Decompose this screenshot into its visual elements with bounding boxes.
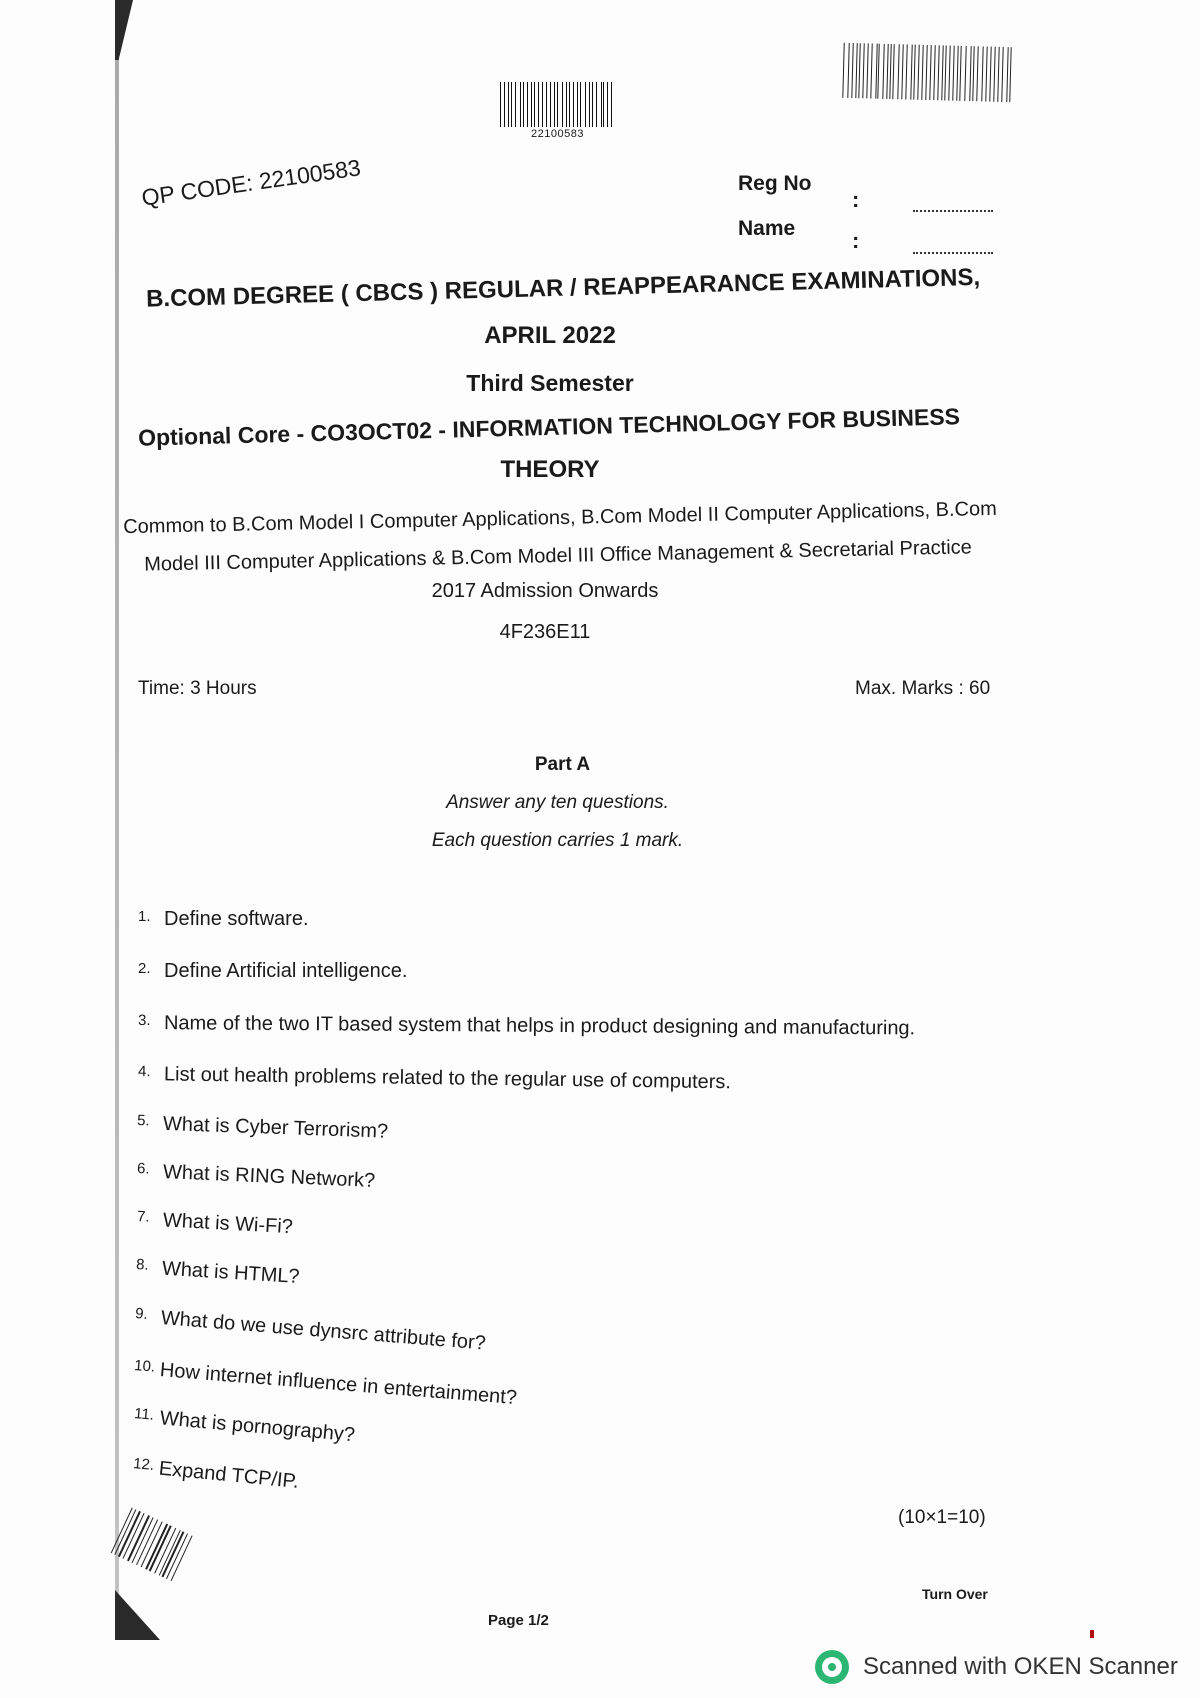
barcode-bar [550, 82, 551, 127]
oken-logo-icon [815, 1650, 849, 1684]
question-text: Name of the two IT based system that helps in product designing and manufacturing. [163, 1012, 916, 1040]
semester: Third Semester [466, 370, 634, 396]
barcode-bar [523, 82, 524, 127]
barcode-bar [613, 82, 614, 127]
question-text: What is HTML? [161, 1257, 301, 1288]
barcode-bar [901, 44, 903, 99]
barcode-bar [611, 82, 612, 127]
barcode-bar [609, 82, 610, 127]
barcode-bar [948, 46, 950, 101]
barcode-top-right [842, 43, 1013, 102]
barcode-bar [542, 82, 543, 127]
paper-code: 4F236E11 [499, 621, 591, 643]
question-text: Define software. [164, 908, 309, 930]
barcode-bar [937, 45, 939, 100]
common-to-line2: Model III Computer Applications & B.Com Model III Office Management & Secretarial Practice [143, 536, 973, 576]
barcode-bar [978, 46, 980, 101]
question-text: List out health problems related to the regular use of computers. [163, 1063, 732, 1094]
question-number: 7. [136, 1208, 151, 1226]
barcode-bar [583, 82, 584, 127]
question-number: 11. [133, 1405, 155, 1424]
course-title-line1: Optional Core - CO3OCT02 - INFORMATION TECHNOLOGY FOR BUSINESS [137, 403, 961, 451]
question-number: 4. [137, 1063, 151, 1081]
name-label: Name [738, 217, 796, 240]
question-number: 9. [134, 1305, 149, 1323]
barcode-bar [842, 43, 844, 98]
barcode-bar [527, 82, 528, 127]
barcode-bars [500, 82, 615, 127]
barcode-bar [598, 82, 599, 127]
question-number: 10. [133, 1357, 156, 1376]
barcode-bar [884, 44, 886, 99]
barcode-bar [878, 44, 880, 99]
barcode-number: 22100583 [531, 128, 584, 140]
barcode-bar [873, 44, 875, 99]
barcode-bar [586, 82, 587, 127]
max-marks: Max. Marks : 60 [855, 678, 991, 699]
barcode-bar [953, 46, 955, 101]
barcode-bar [500, 82, 501, 127]
turn-over: Turn Over [922, 1586, 988, 1602]
barcode-bar [503, 82, 504, 127]
barcode-bar [521, 82, 522, 127]
barcode-bar [596, 82, 597, 127]
barcode-bar [517, 82, 518, 127]
name-colon: : [852, 228, 860, 253]
barcode-bar [577, 82, 578, 127]
barcode-bar [595, 82, 596, 127]
barcode-bar [894, 44, 896, 99]
barcode-bar [557, 82, 558, 127]
barcode-bar [544, 82, 545, 127]
scanner-watermark [815, 1650, 1178, 1684]
qp-code: QP CODE: 22100583 [140, 154, 363, 211]
barcode-bar [931, 45, 933, 100]
barcode-bar [942, 45, 944, 100]
barcode-bar [985, 47, 987, 102]
exam-title-line2: APRIL 2022 [484, 322, 616, 349]
barcode-bar [510, 82, 511, 127]
barcode-bar [1009, 47, 1011, 102]
barcode-bar [959, 46, 961, 101]
barcode-bar [889, 44, 891, 99]
page-edge-shadow [115, 0, 119, 1640]
instruction-answer: Answer any ten questions. [446, 792, 669, 813]
barcode-bar [548, 82, 549, 127]
barcode-bar [907, 44, 909, 99]
question-number: 12. [132, 1455, 155, 1474]
question-text: What is Cyber Terrorism? [162, 1112, 389, 1143]
barcode-bar [997, 47, 999, 102]
barcode-bar [1004, 47, 1006, 102]
barcode-bar [537, 82, 538, 127]
barcode-bar [534, 82, 535, 127]
page-number: Page 1/2 [488, 1612, 549, 1629]
question-number: 1. [138, 908, 151, 925]
barcode-bar [563, 82, 564, 127]
barcode-bar [866, 43, 868, 98]
question-number: 6. [136, 1160, 150, 1178]
question-number: 2. [138, 960, 151, 977]
barcode-bar [508, 82, 509, 127]
name-field [913, 252, 993, 254]
barcode-center [500, 82, 615, 140]
question-number: 3. [137, 1012, 151, 1030]
barcode-bar [991, 47, 993, 102]
question-2 [138, 960, 407, 983]
barcode-bar [603, 82, 604, 127]
marks-scheme: (10×1=10) [898, 1507, 986, 1528]
barcode-bar [860, 43, 862, 98]
course-title-line2: THEORY [500, 456, 600, 483]
scanner-watermark-text: Scanned with OKEN Scanner [863, 1653, 1178, 1680]
barcode-bar [569, 82, 570, 127]
barcode-bar [592, 82, 593, 127]
admission: 2017 Admission Onwards [431, 580, 659, 602]
barcode-bar [972, 46, 974, 101]
time-allowed: Time: 3 Hours [138, 678, 257, 699]
question-text: How internet influence in entertainment? [159, 1359, 518, 1410]
reg-no-field [913, 210, 993, 212]
question-text: Define Artificial intelligence. [164, 960, 408, 982]
barcode-bar [849, 43, 851, 98]
barcode-bar [913, 45, 915, 100]
barcode-bar [514, 82, 515, 127]
common-to-line1: Common to B.Com Model I Computer Applications, B.Com Model II Computer Applications, B.Com [122, 497, 997, 539]
question-text: What is Wi-Fi? [162, 1209, 294, 1239]
question-number: 5. [136, 1112, 150, 1130]
reg-no-label: Reg No [738, 172, 812, 195]
reg-no-colon: : [852, 187, 860, 212]
question-text: What is RING Network? [162, 1161, 376, 1192]
question-text: What is pornography? [158, 1407, 356, 1447]
question-text: What do we use dynsrc attribute for? [160, 1307, 487, 1355]
barcode-bar [531, 82, 532, 127]
barcode-bar [515, 82, 516, 127]
part-title: Part A [534, 754, 591, 775]
barcode-bar [855, 43, 857, 98]
barcode-bar [579, 82, 580, 127]
barcode-bar [589, 82, 590, 127]
exam-title-line1: B.COM DEGREE ( CBCS ) REGULAR / REAPPEARANCE EXAMINATIONS, [145, 263, 981, 313]
barcode-bar [556, 82, 557, 127]
question-text: Expand TCP/IP. [157, 1457, 300, 1493]
barcode-bar [919, 45, 921, 100]
red-mark [1090, 1630, 1094, 1638]
question-number: 8. [135, 1256, 150, 1274]
barcode-bar [554, 82, 555, 127]
barcode-bar [566, 82, 567, 127]
instruction-marks: Each question carries 1 mark. [431, 830, 684, 851]
question-1 [138, 908, 309, 931]
barcode-bar [966, 46, 968, 101]
barcode-bar [925, 45, 927, 100]
barcode-bar [574, 82, 575, 127]
